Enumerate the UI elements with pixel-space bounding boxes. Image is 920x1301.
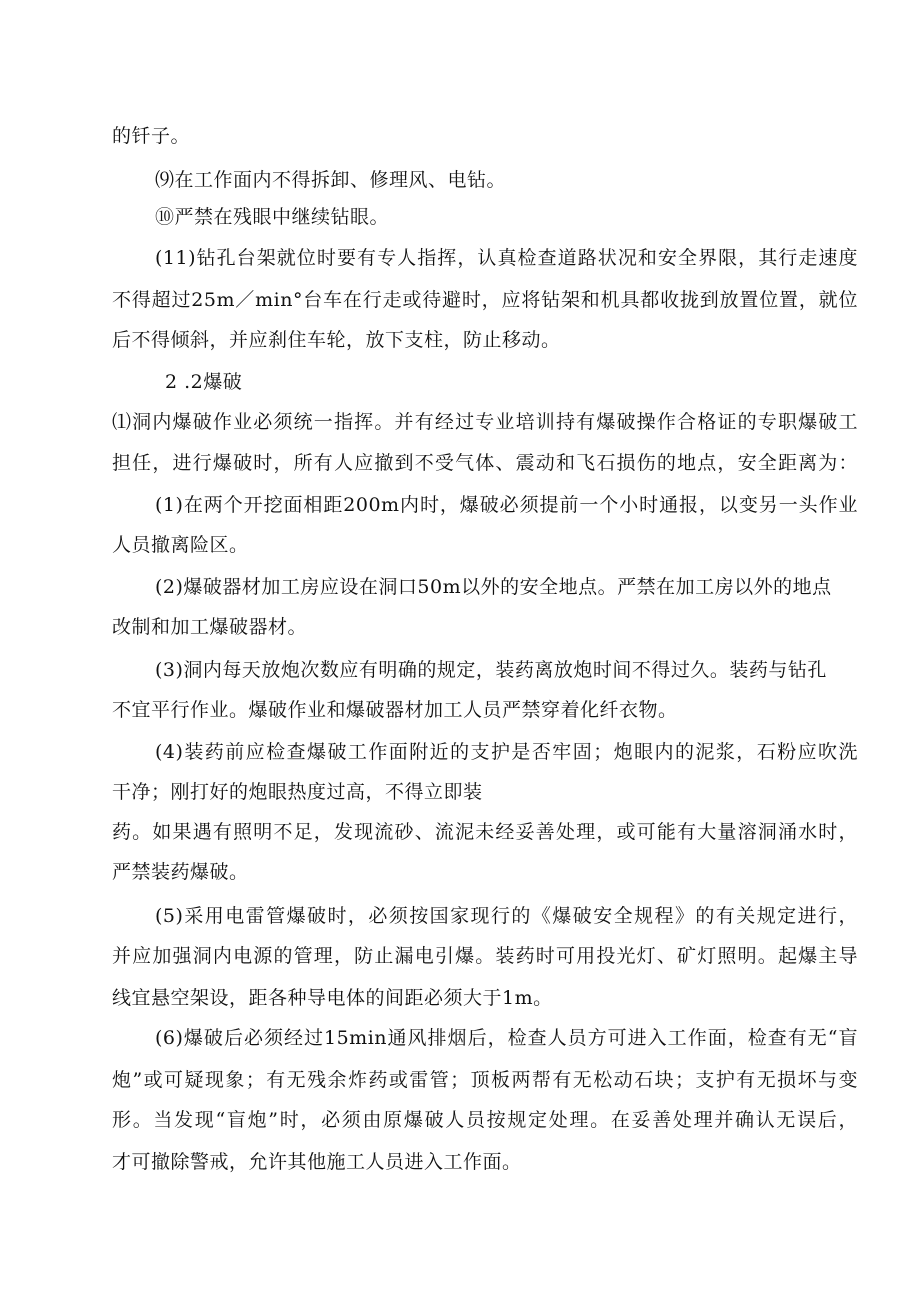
paragraph-line: 药。如果遇有照明不足，发现流砂、流泥未经妥善处理，或可能有大量溶洞涌水时， <box>112 821 858 843</box>
paragraph-line: 才可撤除警戒，允许其他施工人员进入工作面。 <box>112 1151 522 1173</box>
paragraph-line: 线宜悬空架设，距各种导电体的间距必须大于1m。 <box>112 987 553 1009</box>
paragraph-line: 并应加强洞内电源的管理，防止漏电引爆。装药时可用投光灯、矿灯照明。起爆主导 <box>112 945 858 967</box>
paragraph-line: (5)采用电雷管爆破时，必须按国家现行的《爆破安全规程》的有关规定进行， <box>155 905 858 927</box>
paragraph-line: 严禁装药爆破。 <box>112 861 249 883</box>
paragraph-line: 干净；刚打好的炮眼热度过高，不得立即装 <box>112 781 483 803</box>
paragraph-line: (1)在两个开挖面相距200m内时，爆破必须提前一个小时通报，以变另一头作业 <box>155 494 858 516</box>
paragraph-line: 炮”或可疑现象；有无残余炸药或雷管；顶板两帮有无松动石块；支护有无损坏与变 <box>112 1069 858 1091</box>
paragraph-line: 担任，进行爆破时，所有人应撤到不受气体、震动和飞石损伤的地点，安全距离为： <box>112 452 858 474</box>
paragraph-line: ⑼在工作面内不得拆卸、修理风、电钻。 <box>155 169 507 191</box>
paragraph-line: 人员撤离险区。 <box>112 534 249 556</box>
paragraph-line: 不宜平行作业。爆破作业和爆破器材加工人员严禁穿着化纤衣物。 <box>112 699 678 721</box>
paragraph-line: 形。当发现“盲炮”时，必须由原爆破人员按规定处理。在妥善处理并确认无误后， <box>112 1109 858 1131</box>
paragraph-line: (6)爆破后必须经过15min通风排烟后，检查人员方可进入工作面，检查有无“盲 <box>155 1027 858 1049</box>
paragraph-line: (3)洞内每天放炮次数应有明确的规定，装药离放炮时间不得过久。装药与钻孔 <box>155 659 827 681</box>
paragraph-line: 的钎子。 <box>112 125 191 147</box>
paragraph-line: (11)钻孔台架就位时要有专人指挥，认真检查道路状况和安全界限，其行走速度 <box>155 247 858 269</box>
paragraph-line: 改制和加工爆破器材。 <box>112 616 308 638</box>
paragraph-line: (2)爆破器材加工房应设在洞口50m以外的安全地点。严禁在加工房以外的地点 <box>155 576 832 598</box>
paragraph-line: ⑩严禁在残眼中继续钻眼。 <box>155 206 390 228</box>
paragraph-line: 后不得倾斜，并应刹住车轮，放下支柱，防止移动。 <box>112 329 561 351</box>
paragraph-line: ⑴洞内爆破作业必须统一指挥。并有经过专业培训持有爆破操作合格证的专职爆破工 <box>112 411 858 433</box>
section-heading: 2 .2爆破 <box>165 371 243 393</box>
paragraph-line: 不得超过25m／min°台车在行走或待避时，应将钻架和机具都收拢到放置位置，就位 <box>112 289 858 311</box>
paragraph-line: (4)装药前应检查爆破工作面附近的支护是否牢固；炮眼内的泥浆，石粉应吹洗 <box>155 741 858 763</box>
